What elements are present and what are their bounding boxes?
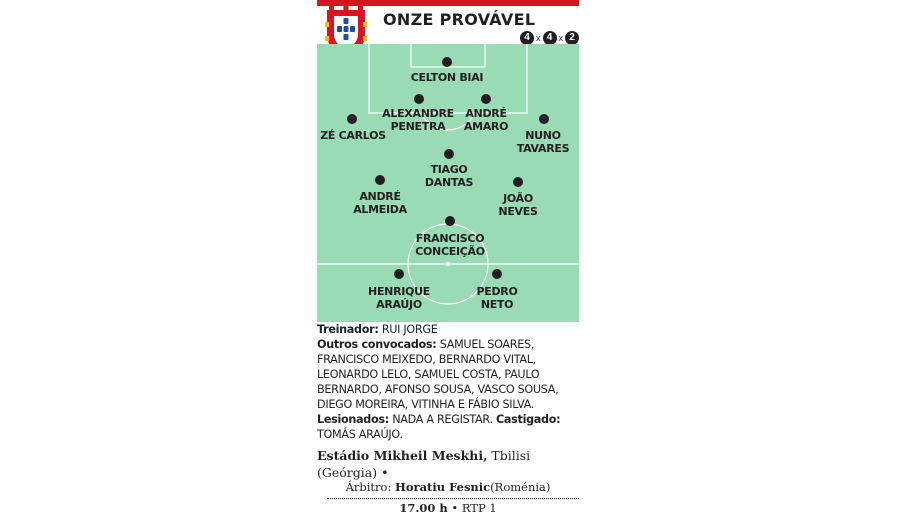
player-name: [476, 285, 517, 311]
player-name-line: CELTON BIAI: [410, 71, 484, 84]
player-name-line: ALEXANDRE: [382, 107, 454, 120]
player-name-line: DANTAS: [424, 176, 474, 189]
injured-label: Lesionados:: [317, 413, 389, 426]
others-line: [317, 337, 579, 412]
player-name-line: AMARO: [463, 120, 509, 133]
referee-country: (Roménia): [490, 480, 551, 494]
referee-line: [317, 480, 579, 494]
player-name-line: NEVES: [498, 205, 538, 218]
injured-line: [317, 412, 579, 442]
player-marker: [347, 114, 357, 124]
bullet-icon: •: [381, 465, 389, 480]
player-marker: [513, 177, 523, 187]
stadium-country: (Geórgia): [317, 465, 378, 480]
kickoff-time: 17.00 h: [399, 501, 448, 515]
player-name-line: NUNO: [525, 129, 561, 142]
player-name: [498, 192, 537, 218]
player-name-line: PEDRO: [476, 285, 518, 298]
player-marker: [444, 149, 454, 159]
pitch: [317, 44, 579, 322]
formation-midfielders: 4: [543, 31, 557, 45]
referee-label: Árbitro:: [345, 480, 392, 494]
player-name-line: JOÃO: [503, 192, 533, 205]
player-name-line: ZÉ CARLOS: [320, 129, 386, 142]
player-marker: [481, 94, 491, 104]
others-label: Outros convocados:: [317, 338, 437, 351]
player-name-line: TIAGO: [430, 163, 468, 176]
player-marker: [442, 57, 452, 67]
stadium-city: Tbilisi: [491, 448, 531, 463]
player-name-line: NETO: [480, 298, 514, 311]
kickoff-line: [317, 501, 579, 515]
player-name: [415, 232, 485, 258]
suspended-label: Castigado:: [496, 413, 561, 426]
player-name: [411, 71, 483, 84]
formation-separator: x: [558, 33, 563, 43]
formation-badge: [520, 31, 579, 45]
section-title: ONZE PROVÁVEL: [383, 10, 536, 29]
player-name: [464, 107, 508, 133]
player-name-line: ARAÚJO: [376, 298, 422, 311]
player-name-line: ANDRÉ: [359, 190, 401, 203]
player-name: [353, 190, 407, 216]
player-name-line: TAVARES: [516, 142, 570, 155]
player-name-line: ANDRÉ: [465, 107, 507, 120]
player-name: [425, 163, 473, 189]
others-list: SAMUEL SOARES, FRANCISCO MEIXEDO, BERNARDO VITAL, LEONARDO LELO, SAMUEL COSTA, PAULO BERNARDO, AFONSO SOUSA, VASCO SOUSA, DIEGO MOREIRA, VITINHA E FÁBIO SILVA.: [317, 338, 559, 411]
coach-line: [317, 322, 579, 337]
coach-name: RUI JORGE: [381, 323, 438, 336]
player-name: [517, 129, 570, 155]
player-name: [382, 107, 454, 133]
player-marker: [445, 216, 455, 226]
tv-channel: RTP 1: [461, 501, 497, 515]
squad-info: [317, 322, 579, 442]
coach-label: Treinador:: [317, 323, 379, 336]
stadium-line: [317, 447, 579, 481]
lineup-panel: [317, 0, 579, 518]
player-name-line: PENETRA: [390, 120, 446, 133]
kickoff-separator: •: [451, 501, 459, 515]
formation-separator: x: [536, 33, 541, 43]
player-marker: [492, 269, 502, 279]
divider: [327, 498, 579, 499]
formation-forwards: 2: [565, 31, 579, 45]
player-name: [368, 285, 430, 311]
player-marker: [539, 114, 549, 124]
referee-name: Horatiu Fesnic: [395, 480, 491, 494]
player-marker: [394, 269, 404, 279]
player-name-line: HENRIQUE: [368, 285, 430, 298]
player-marker: [414, 94, 424, 104]
stadium-name: Estádio Mikheil Meskhi,: [317, 448, 488, 463]
injured-value: NADA A REGISTAR.: [392, 413, 493, 426]
formation-defenders: 4: [520, 31, 534, 45]
player-name-line: ALMEIDA: [353, 203, 407, 216]
player-name-line: FRANCISCO: [415, 232, 485, 245]
player-marker: [375, 175, 385, 185]
player-name: [320, 129, 386, 142]
player-name-line: CONCEIÇÃO: [415, 245, 485, 258]
suspended-value: TOMÁS ARAÚJO.: [317, 428, 403, 441]
